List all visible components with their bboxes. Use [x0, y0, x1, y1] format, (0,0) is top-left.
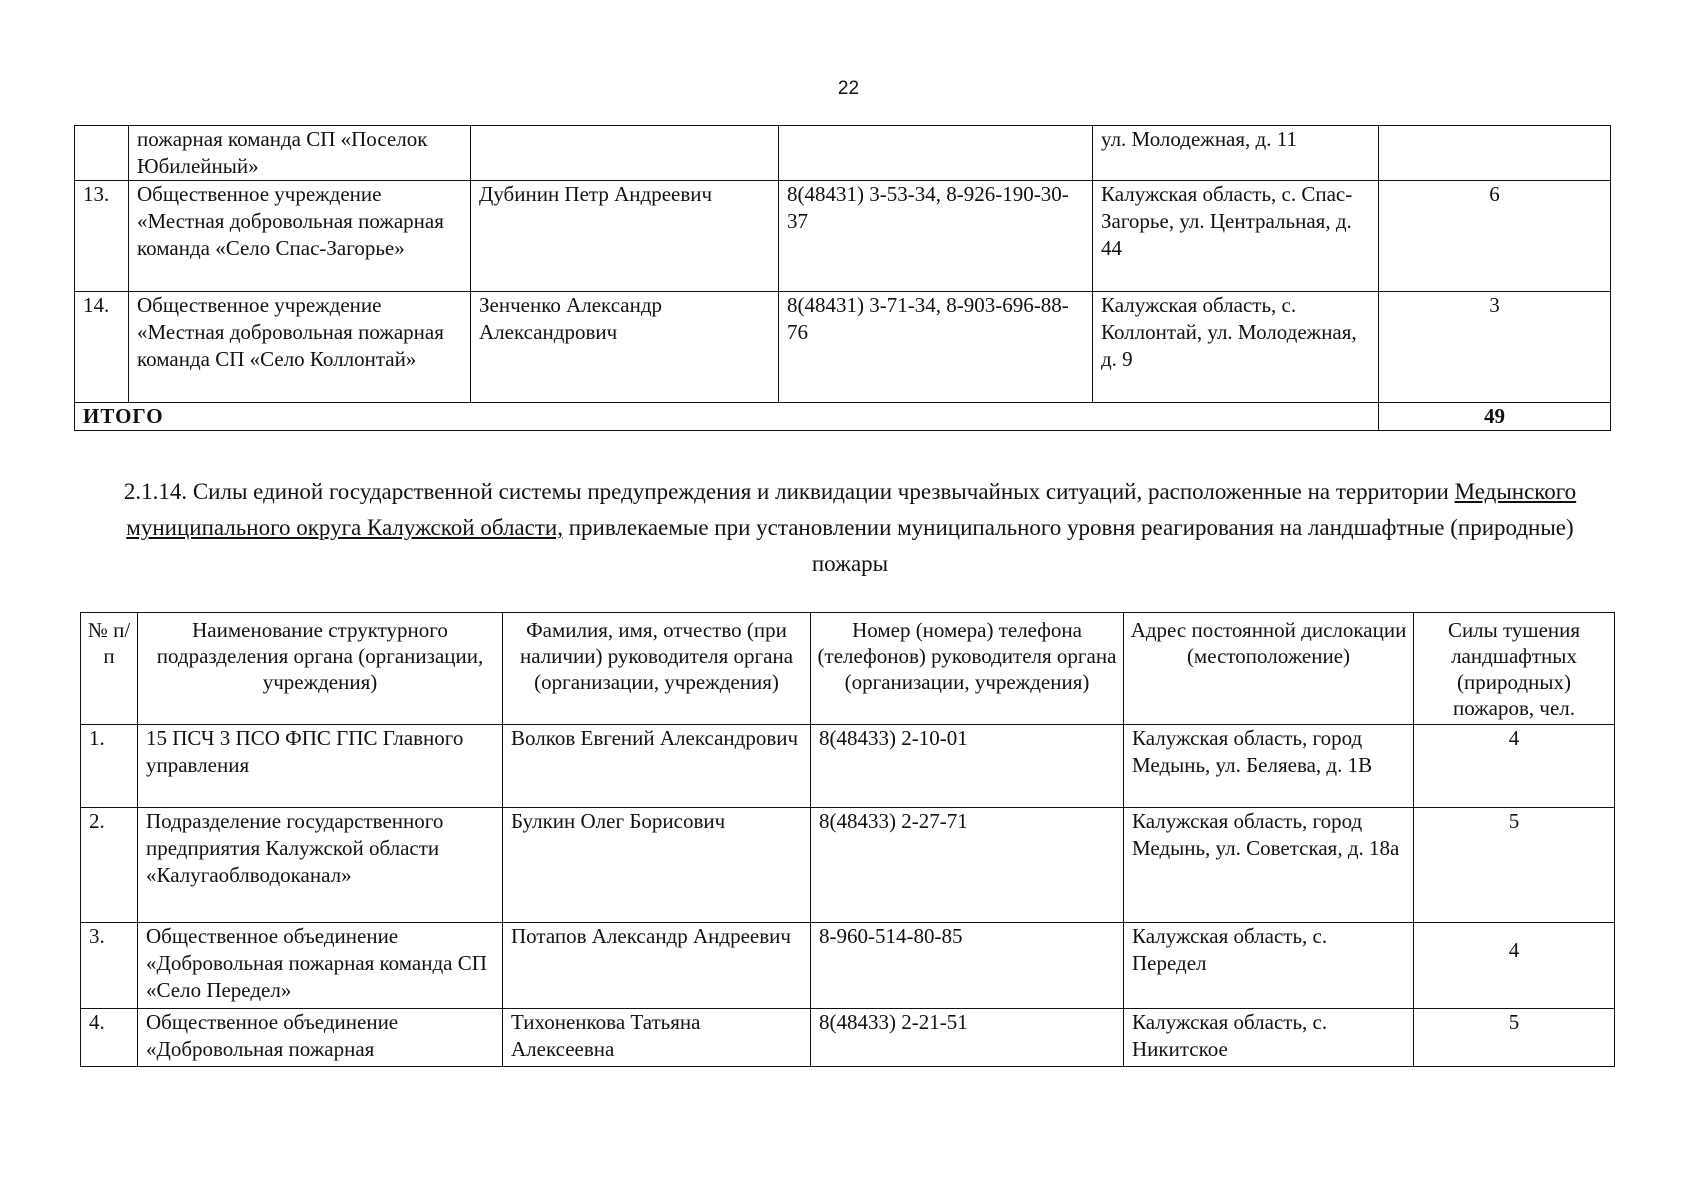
- section-heading-prefix: 2.1.14. Силы единой государственной системы предупреждения и ликвидации чрезвычайных ситуаций, расположенные на территории: [123, 479, 1455, 504]
- table-row: [81, 1009, 1615, 1067]
- phone: 8(48433) 2-21-51: [811, 1009, 1124, 1067]
- row-number: 1.: [81, 725, 138, 808]
- head-name: Дубинин Петр Андреевич: [471, 181, 779, 292]
- row-number: 4.: [81, 1009, 138, 1067]
- header-address: Адрес постоянной дислокации (местоположение): [1124, 613, 1414, 725]
- phone: 8-960-514-80-85: [811, 923, 1124, 1009]
- phone: [779, 126, 1093, 181]
- head-name: [471, 126, 779, 181]
- phone: 8(48433) 2-10-01: [811, 725, 1124, 808]
- forces-count: 5: [1414, 1009, 1615, 1067]
- header-phone: Номер (номера) телефона (телефонов) руководителя органа (организации, учреждения): [811, 613, 1124, 725]
- section-heading-suffix: привлекаемые при установлении муниципального уровня реагирования на ландшафтные (природные) пожары: [562, 515, 1574, 576]
- table-row: [75, 292, 1611, 403]
- header-name: Наименование структурного подразделения органа (организации, учреждения): [138, 613, 503, 725]
- address: Калужская область, город Медынь, ул. Беляева, д. 1В: [1124, 725, 1414, 808]
- phone: 8(48431) 3-53-34, 8-926-190-30-37: [779, 181, 1093, 292]
- unit-name: Подразделение государственного предприятия Калужской области «Калугаоблводоканал»: [138, 808, 503, 923]
- row-number: 13.: [75, 181, 129, 292]
- row-number: 14.: [75, 292, 129, 403]
- unit-name: пожарная команда СП «Поселок Юбилейный»: [129, 126, 471, 181]
- section-heading-underlined: Медынского муниципального округа Калужской области,: [126, 479, 1577, 540]
- head-name: Булкин Олег Борисович: [503, 808, 811, 923]
- phone: 8(48431) 3-71-34, 8-903-696-88-76: [779, 292, 1093, 403]
- forces-count: 5: [1414, 808, 1615, 923]
- forces-count: 3: [1379, 292, 1611, 403]
- head-name: Волков Евгений Александрович: [503, 725, 811, 808]
- forces-count: 6: [1379, 181, 1611, 292]
- head-name: Зенченко Александр Александрович: [471, 292, 779, 403]
- table-row: [75, 181, 1611, 292]
- row-number: [75, 126, 129, 181]
- unit-name: Общественное объединение «Добровольная пожарная команда СП «Село Передел»: [138, 923, 503, 1009]
- table-row: [81, 725, 1615, 808]
- unit-name: Общественное объединение «Добровольная пожарная: [138, 1009, 503, 1067]
- header-head: Фамилия, имя, отчество (при наличии) руководителя органа (организации, учреждения): [503, 613, 811, 725]
- page-number: 22: [837, 78, 860, 99]
- header-row: [81, 613, 1615, 725]
- table-row: [75, 126, 1611, 181]
- table-row: [81, 808, 1615, 923]
- address: Калужская область, с. Коллонтай, ул. Молодежная, д. 9: [1093, 292, 1379, 403]
- table-row: [81, 923, 1615, 1009]
- unit-name: Общественное учреждение «Местная добровольная пожарная команда СП «Село Коллонтай»: [129, 292, 471, 403]
- forces-count: 4: [1414, 725, 1615, 808]
- phone: 8(48433) 2-27-71: [811, 808, 1124, 923]
- unit-name: 15 ПСЧ 3 ПСО ФПС ГПС Главного управления: [138, 725, 503, 808]
- head-name: Потапов Александр Андреевич: [503, 923, 811, 1009]
- section-heading: [110, 474, 1590, 582]
- unit-name: Общественное учреждение «Местная добровольная пожарная команда «Село Спас-Загорье»: [129, 181, 471, 292]
- row-number: 3.: [81, 923, 138, 1009]
- header-num: № п/п: [81, 613, 138, 725]
- row-number: 2.: [81, 808, 138, 923]
- total-label: ИТОГО: [75, 403, 1379, 431]
- continuation-table: [74, 125, 1611, 431]
- total-value: 49: [1379, 403, 1611, 431]
- forces-table: [80, 612, 1615, 1067]
- total-row: [75, 403, 1611, 431]
- address: ул. Молодежная, д. 11: [1093, 126, 1379, 181]
- address: Калужская область, с. Никитское: [1124, 1009, 1414, 1067]
- forces-count: [1379, 126, 1611, 181]
- address: Калужская область, с. Передел: [1124, 923, 1414, 1009]
- header-count: Силы тушения ландшафтных (природных) пожаров, чел.: [1414, 613, 1615, 725]
- address: Калужская область, с. Спас-Загорье, ул. Центральная, д. 44: [1093, 181, 1379, 292]
- address: Калужская область, город Медынь, ул. Советская, д. 18а: [1124, 808, 1414, 923]
- forces-count: 4: [1414, 923, 1615, 1009]
- head-name: Тихоненкова Татьяна Алексеевна: [503, 1009, 811, 1067]
